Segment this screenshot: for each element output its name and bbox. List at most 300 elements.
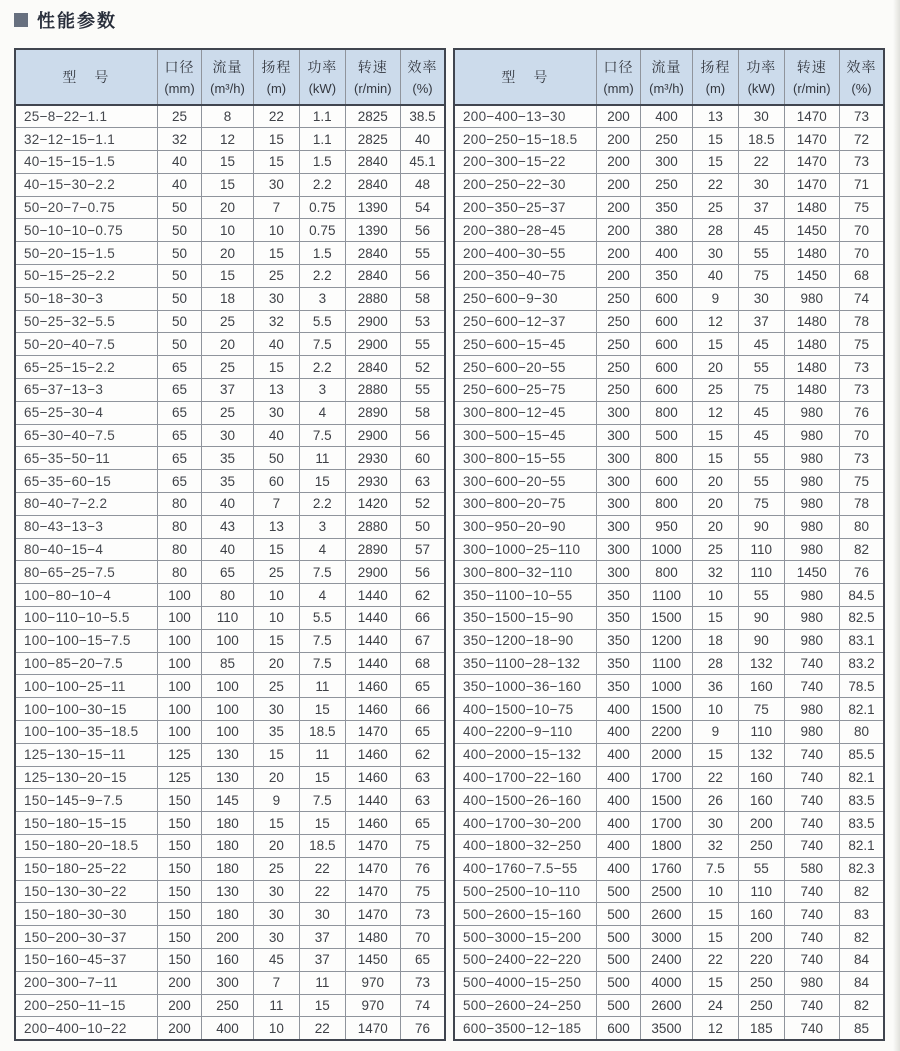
value-cell: 20 (692, 356, 738, 379)
model-cell: 150−130−30−22 (15, 880, 157, 903)
value-cell: 40 (157, 151, 201, 174)
table-row (15, 812, 445, 835)
value-cell: 80 (840, 515, 884, 538)
value-cell: 1.1 (300, 105, 345, 128)
col-header-diameter: 口径 (mm) (596, 49, 640, 105)
value-cell: 11 (300, 971, 345, 994)
model-cell: 300−500−15−45 (454, 424, 596, 447)
value-cell: 80 (840, 721, 884, 744)
value-cell: 30 (253, 926, 299, 949)
value-cell: 2.2 (300, 493, 345, 516)
col-header-speed: 转速 (r/min) (345, 49, 401, 105)
value-cell: 100 (157, 652, 201, 675)
value-cell: 2880 (345, 287, 401, 310)
value-cell: 5.5 (300, 607, 345, 630)
value-cell: 740 (784, 948, 840, 971)
value-cell: 45 (739, 401, 784, 424)
value-cell: 200 (596, 219, 640, 242)
value-cell: 84 (840, 948, 884, 971)
value-cell: 1470 (784, 151, 840, 174)
value-cell: 980 (784, 971, 840, 994)
value-cell: 2900 (345, 424, 401, 447)
value-cell: 30 (253, 903, 299, 926)
value-cell: 2890 (345, 538, 401, 561)
value-cell: 37 (739, 196, 784, 219)
value-cell: 80 (157, 538, 201, 561)
value-cell: 40 (253, 333, 299, 356)
value-cell: 2840 (345, 265, 401, 288)
col-header-efficiency: 效率 (%) (840, 49, 884, 105)
value-cell: 11 (300, 447, 345, 470)
value-cell: 15 (692, 447, 738, 470)
value-cell: 11 (300, 675, 345, 698)
value-cell: 200 (596, 173, 640, 196)
value-cell: 55 (739, 470, 784, 493)
model-cell: 200−250−22−30 (454, 173, 596, 196)
model-cell: 500−3000−15−200 (454, 926, 596, 949)
model-cell: 300−800−20−75 (454, 493, 596, 516)
table-row (454, 424, 884, 447)
col-header-model: 型 号 (454, 49, 596, 105)
value-cell: 76 (401, 857, 445, 880)
value-cell: 82.1 (840, 698, 884, 721)
table-row (454, 265, 884, 288)
value-cell: 15 (692, 903, 738, 926)
value-cell: 1500 (641, 607, 692, 630)
value-cell: 250 (641, 128, 692, 151)
table-row (15, 242, 445, 265)
value-cell: 15 (253, 629, 299, 652)
table-row (15, 196, 445, 219)
value-cell: 300 (596, 538, 640, 561)
value-cell: 12 (692, 310, 738, 333)
value-cell: 950 (641, 515, 692, 538)
value-cell: 2825 (345, 105, 401, 128)
model-cell: 200−380−28−45 (454, 219, 596, 242)
value-cell: 150 (157, 948, 201, 971)
value-cell: 80 (157, 561, 201, 584)
value-cell: 300 (596, 493, 640, 516)
value-cell: 10 (253, 1017, 299, 1040)
table-row (15, 926, 445, 949)
value-cell: 150 (157, 857, 201, 880)
value-cell: 15 (300, 698, 345, 721)
value-cell: 22 (692, 948, 738, 971)
table-row (454, 356, 884, 379)
value-cell: 15 (692, 926, 738, 949)
value-cell: 75 (739, 493, 784, 516)
value-cell: 110 (739, 538, 784, 561)
value-cell: 1470 (345, 1017, 401, 1040)
value-cell: 160 (739, 766, 784, 789)
value-cell: 83.5 (840, 812, 884, 835)
page-edge-shadow (893, 0, 900, 1051)
model-cell: 200−400−10−22 (15, 1017, 157, 1040)
table-row (15, 401, 445, 424)
table-row (454, 652, 884, 675)
value-cell: 55 (401, 333, 445, 356)
value-cell: 15 (692, 607, 738, 630)
value-cell: 55 (401, 379, 445, 402)
model-cell: 150−180−25−22 (15, 857, 157, 880)
value-cell: 50 (157, 287, 201, 310)
value-cell: 40 (253, 424, 299, 447)
value-cell: 45 (739, 333, 784, 356)
value-cell: 110 (739, 721, 784, 744)
table-row (454, 242, 884, 265)
col-header-diameter: 口径 (mm) (157, 49, 201, 105)
value-cell: 300 (596, 561, 640, 584)
value-cell: 1000 (641, 538, 692, 561)
value-cell: 85 (840, 1017, 884, 1040)
value-cell: 11 (300, 743, 345, 766)
value-cell: 45 (253, 948, 299, 971)
col-header-flow: 流量 (m³/h) (641, 49, 692, 105)
square-bullet-icon (14, 13, 28, 27)
table-row (15, 287, 445, 310)
value-cell: 110 (739, 561, 784, 584)
table-row (15, 698, 445, 721)
value-cell: 15 (202, 265, 253, 288)
value-cell: 15 (300, 766, 345, 789)
value-cell: 35 (202, 447, 253, 470)
value-cell: 45 (739, 424, 784, 447)
value-cell: 2.2 (300, 173, 345, 196)
table-row (15, 721, 445, 744)
value-cell: 125 (157, 743, 201, 766)
table-row (454, 105, 884, 128)
model-cell: 400−1700−30−200 (454, 812, 596, 835)
value-cell: 132 (739, 652, 784, 675)
value-cell: 66 (401, 607, 445, 630)
value-cell: 30 (253, 880, 299, 903)
value-cell: 80 (202, 584, 253, 607)
model-cell: 200−300−7−11 (15, 971, 157, 994)
model-cell: 200−300−15−22 (454, 151, 596, 174)
model-cell: 65−35−60−15 (15, 470, 157, 493)
value-cell: 65 (401, 721, 445, 744)
value-cell: 400 (596, 857, 640, 880)
table-row (454, 515, 884, 538)
header-row (454, 49, 884, 105)
table-row (454, 971, 884, 994)
value-cell: 200 (596, 151, 640, 174)
value-cell: 25 (253, 561, 299, 584)
table-row (454, 698, 884, 721)
value-cell: 980 (784, 401, 840, 424)
model-cell: 200−250−11−15 (15, 994, 157, 1017)
value-cell: 400 (596, 789, 640, 812)
model-cell: 200−400−13−30 (454, 105, 596, 128)
value-cell: 65 (401, 812, 445, 835)
value-cell: 250 (202, 994, 253, 1017)
value-cell: 60 (253, 470, 299, 493)
table-row (454, 333, 884, 356)
value-cell: 80 (157, 493, 201, 516)
value-cell: 82.3 (840, 857, 884, 880)
model-cell: 50−20−15−1.5 (15, 242, 157, 265)
value-cell: 1000 (641, 675, 692, 698)
value-cell: 43 (202, 515, 253, 538)
table-row (454, 880, 884, 903)
value-cell: 1440 (345, 652, 401, 675)
value-cell: 300 (596, 401, 640, 424)
model-cell: 200−350−25−37 (454, 196, 596, 219)
value-cell: 2600 (641, 994, 692, 1017)
model-cell: 300−800−12−45 (454, 401, 596, 424)
table-row (454, 219, 884, 242)
value-cell: 1500 (641, 698, 692, 721)
value-cell: 1470 (345, 835, 401, 858)
value-cell: 1500 (641, 789, 692, 812)
value-cell: 18 (202, 287, 253, 310)
value-cell: 45.1 (401, 151, 445, 174)
value-cell: 75 (401, 835, 445, 858)
value-cell: 7.5 (300, 652, 345, 675)
value-cell: 15 (692, 971, 738, 994)
model-cell: 350−1000−36−160 (454, 675, 596, 698)
value-cell: 1470 (345, 721, 401, 744)
value-cell: 200 (596, 196, 640, 219)
model-cell: 400−1800−32−250 (454, 835, 596, 858)
value-cell: 75 (401, 880, 445, 903)
value-cell: 2500 (641, 880, 692, 903)
value-cell: 50 (157, 265, 201, 288)
value-cell: 58 (401, 401, 445, 424)
table-row (454, 538, 884, 561)
table-row (454, 493, 884, 516)
table-row (15, 789, 445, 812)
value-cell: 0.75 (300, 219, 345, 242)
value-cell: 25 (692, 196, 738, 219)
value-cell: 84.5 (840, 584, 884, 607)
value-cell: 5.5 (300, 310, 345, 333)
table-row (15, 652, 445, 675)
model-cell: 250−600−12−37 (454, 310, 596, 333)
value-cell: 980 (784, 515, 840, 538)
value-cell: 62 (401, 743, 445, 766)
value-cell: 10 (692, 584, 738, 607)
table-row (15, 880, 445, 903)
value-cell: 200 (739, 926, 784, 949)
value-cell: 32 (692, 561, 738, 584)
value-cell: 84 (840, 971, 884, 994)
model-cell: 65−25−15−2.2 (15, 356, 157, 379)
value-cell: 20 (253, 766, 299, 789)
value-cell: 1480 (784, 356, 840, 379)
value-cell: 200 (157, 971, 201, 994)
table-row (15, 561, 445, 584)
value-cell: 7.5 (300, 333, 345, 356)
value-cell: 150 (157, 789, 201, 812)
table-row (15, 903, 445, 926)
value-cell: 36 (692, 675, 738, 698)
value-cell: 37 (739, 310, 784, 333)
value-cell: 1480 (784, 310, 840, 333)
model-cell: 400−1500−26−160 (454, 789, 596, 812)
model-cell: 200−350−40−75 (454, 265, 596, 288)
value-cell: 145 (202, 789, 253, 812)
value-cell: 980 (784, 584, 840, 607)
value-cell: 1390 (345, 219, 401, 242)
col-header-power: 功率 (kW) (739, 49, 784, 105)
value-cell: 22 (300, 857, 345, 880)
value-cell: 35 (253, 721, 299, 744)
model-cell: 500−2600−24−250 (454, 994, 596, 1017)
value-cell: 70 (840, 219, 884, 242)
value-cell: 200 (739, 812, 784, 835)
value-cell: 200 (157, 1017, 201, 1040)
value-cell: 9 (692, 287, 738, 310)
value-cell: 4 (300, 538, 345, 561)
model-cell: 32−12−15−1.1 (15, 128, 157, 151)
value-cell: 30 (253, 698, 299, 721)
value-cell: 30 (202, 424, 253, 447)
value-cell: 2200 (641, 721, 692, 744)
value-cell: 12 (202, 128, 253, 151)
table-row (15, 994, 445, 1017)
value-cell: 2930 (345, 470, 401, 493)
value-cell: 1460 (345, 675, 401, 698)
value-cell: 55 (401, 242, 445, 265)
model-cell: 50−10−10−0.75 (15, 219, 157, 242)
value-cell: 83 (840, 903, 884, 926)
value-cell: 15 (202, 173, 253, 196)
value-cell: 3 (300, 287, 345, 310)
value-cell: 185 (739, 1017, 784, 1040)
table-row (454, 721, 884, 744)
value-cell: 57 (401, 538, 445, 561)
value-cell: 55 (739, 857, 784, 880)
value-cell: 73 (840, 356, 884, 379)
value-cell: 10 (253, 219, 299, 242)
value-cell: 100 (157, 698, 201, 721)
value-cell: 75 (739, 698, 784, 721)
value-cell: 20 (202, 196, 253, 219)
value-cell: 30 (253, 287, 299, 310)
value-cell: 2880 (345, 379, 401, 402)
table-row (454, 743, 884, 766)
value-cell: 53 (401, 310, 445, 333)
value-cell: 37 (202, 379, 253, 402)
value-cell: 1800 (641, 835, 692, 858)
model-cell: 150−180−20−18.5 (15, 835, 157, 858)
value-cell: 65 (157, 379, 201, 402)
value-cell: 980 (784, 470, 840, 493)
value-cell: 500 (596, 880, 640, 903)
table-row (15, 105, 445, 128)
value-cell: 7.5 (300, 561, 345, 584)
value-cell: 980 (784, 721, 840, 744)
value-cell: 980 (784, 629, 840, 652)
value-cell: 40 (401, 128, 445, 151)
model-cell: 300−800−15−55 (454, 447, 596, 470)
value-cell: 15 (253, 128, 299, 151)
value-cell: 22 (300, 880, 345, 903)
model-cell: 250−600−9−30 (454, 287, 596, 310)
value-cell: 66 (401, 698, 445, 721)
value-cell: 15 (253, 356, 299, 379)
value-cell: 350 (596, 652, 640, 675)
performance-table-left (14, 48, 446, 1041)
table-row (454, 675, 884, 698)
value-cell: 24 (692, 994, 738, 1017)
model-cell: 100−100−35−18.5 (15, 721, 157, 744)
value-cell: 2400 (641, 948, 692, 971)
value-cell: 65 (157, 356, 201, 379)
value-cell: 1460 (345, 766, 401, 789)
value-cell: 500 (596, 903, 640, 926)
model-cell: 300−950−20−90 (454, 515, 596, 538)
value-cell: 63 (401, 789, 445, 812)
value-cell: 73 (840, 151, 884, 174)
value-cell: 150 (157, 835, 201, 858)
value-cell: 76 (840, 401, 884, 424)
table-row (15, 538, 445, 561)
value-cell: 250 (596, 379, 640, 402)
value-cell: 82 (840, 926, 884, 949)
value-cell: 3 (300, 515, 345, 538)
value-cell: 22 (692, 766, 738, 789)
table-row (454, 1017, 884, 1040)
table-row (454, 789, 884, 812)
value-cell: 15 (300, 470, 345, 493)
table-row (454, 812, 884, 835)
value-cell: 980 (784, 424, 840, 447)
value-cell: 350 (596, 607, 640, 630)
value-cell: 150 (157, 880, 201, 903)
value-cell: 25 (157, 105, 201, 128)
value-cell: 180 (202, 903, 253, 926)
value-cell: 2840 (345, 151, 401, 174)
value-cell: 150 (157, 812, 201, 835)
value-cell: 15 (253, 812, 299, 835)
value-cell: 65 (401, 675, 445, 698)
model-cell: 100−110−10−5.5 (15, 607, 157, 630)
value-cell: 800 (641, 447, 692, 470)
model-cell: 40−15−30−2.2 (15, 173, 157, 196)
value-cell: 150 (157, 903, 201, 926)
value-cell: 18.5 (300, 721, 345, 744)
value-cell: 73 (401, 971, 445, 994)
value-cell: 2.2 (300, 356, 345, 379)
performance-tables (14, 48, 885, 1041)
value-cell: 20 (692, 470, 738, 493)
model-cell: 80−40−7−2.2 (15, 493, 157, 516)
value-cell: 3000 (641, 926, 692, 949)
value-cell: 25 (202, 310, 253, 333)
value-cell: 1460 (345, 698, 401, 721)
value-cell: 800 (641, 561, 692, 584)
model-cell: 65−25−30−4 (15, 401, 157, 424)
value-cell: 1440 (345, 607, 401, 630)
value-cell: 63 (401, 766, 445, 789)
model-cell: 100−100−25−11 (15, 675, 157, 698)
value-cell: 1200 (641, 629, 692, 652)
value-cell: 25 (692, 379, 738, 402)
model-cell: 40−15−15−1.5 (15, 151, 157, 174)
model-cell: 125−130−20−15 (15, 766, 157, 789)
table-row (15, 835, 445, 858)
model-cell: 125−130−15−11 (15, 743, 157, 766)
value-cell: 25 (692, 538, 738, 561)
value-cell: 600 (641, 470, 692, 493)
value-cell: 740 (784, 812, 840, 835)
value-cell: 980 (784, 447, 840, 470)
value-cell: 8 (202, 105, 253, 128)
value-cell: 350 (596, 675, 640, 698)
value-cell: 980 (784, 607, 840, 630)
